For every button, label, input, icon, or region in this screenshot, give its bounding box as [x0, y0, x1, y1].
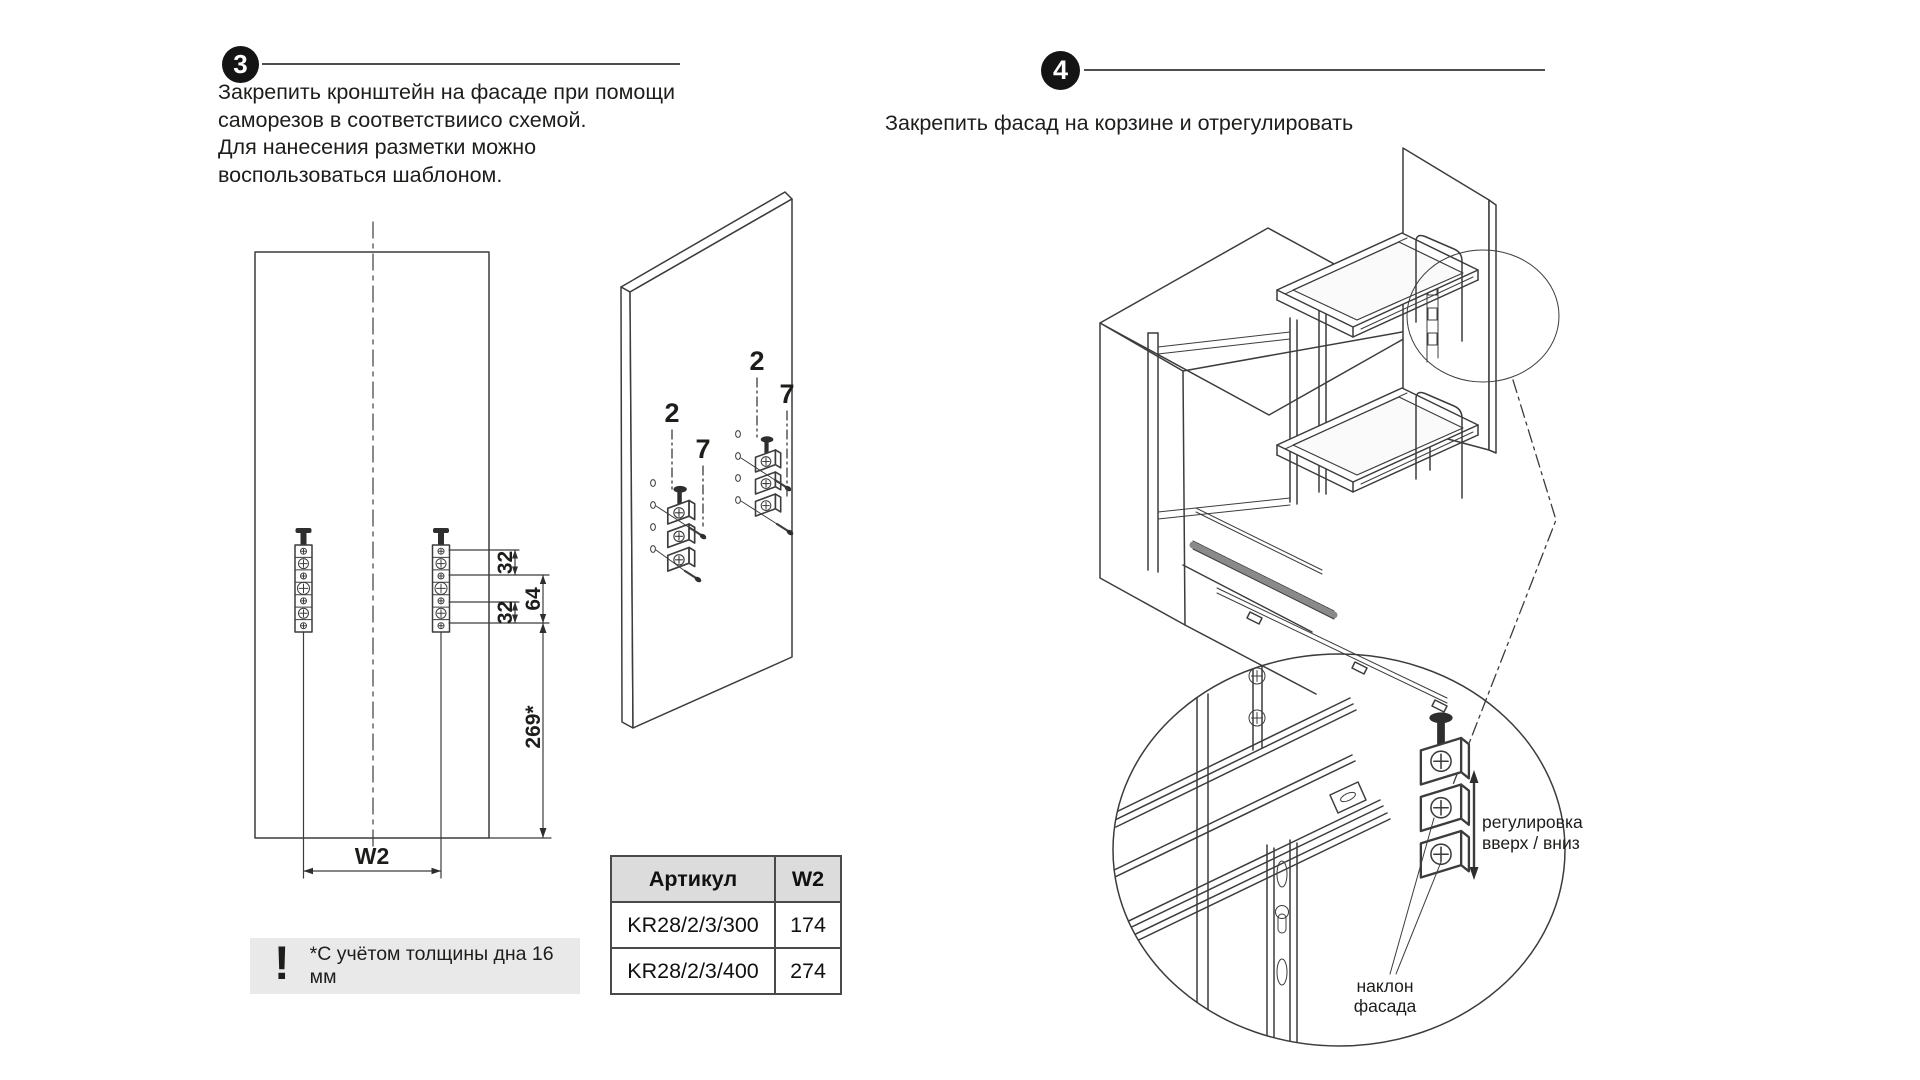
label-tilt-line2: фасада: [1353, 996, 1417, 1016]
exclamation-icon: !: [274, 936, 290, 989]
step4-rule: [1084, 69, 1545, 71]
step3-instruction-line: воспользоваться шаблоном.: [218, 162, 503, 187]
step4-badge: 4: [1041, 51, 1080, 90]
adjustment-bracket: [1421, 712, 1469, 877]
article-cell: KR28/2/3/400: [611, 948, 775, 994]
step3-instructions: [218, 79, 675, 189]
label-tilt-line1: наклон: [1356, 976, 1414, 996]
dim-269: 269*: [522, 705, 545, 749]
step3-instruction-line: Закрепить кронштейн на фасаде при помощи: [218, 80, 676, 104]
callout-2-left: 2: [664, 398, 680, 428]
w2-cell: 274: [775, 948, 841, 994]
dim-32-bottom: 32: [494, 600, 517, 625]
step3-drawing: [180, 185, 870, 900]
article-cell: KR28/2/3/300: [611, 902, 775, 948]
dim-w2: W2: [354, 843, 390, 869]
tilt-leader-line: [1396, 862, 1441, 974]
facade-front-view: [255, 222, 551, 878]
detail-circle-content: [1110, 650, 1390, 1050]
table-header-article: Артикул: [611, 856, 775, 902]
step3-rule: [262, 63, 680, 65]
step4-drawing: [880, 100, 1620, 1080]
label-adjustment-line2: вверх / вниз: [1482, 833, 1580, 853]
w2-cell: 174: [775, 902, 841, 948]
table-header-w2: W2: [775, 856, 841, 902]
table-row: [611, 902, 841, 948]
label-adjustment-line1: регулировка: [1482, 812, 1583, 832]
step3-badge: 3: [222, 46, 259, 83]
callout-2-right: 2: [749, 346, 765, 376]
note-text: *С учётом толщины дна 16 мм: [309, 943, 554, 988]
callout-7-left: 7: [695, 434, 711, 464]
dim-32-top: 32: [494, 550, 517, 575]
updown-arrow-icon: [1470, 770, 1479, 880]
step3-instruction-line: Для нанесения разметки можно: [218, 135, 537, 159]
note-box: [250, 938, 580, 994]
step4-title: Закрепить фасад на корзине и отрегулировать: [885, 111, 1354, 135]
table-row: [611, 948, 841, 994]
slide-rails: [1193, 508, 1447, 712]
facade-perspective-view: [621, 192, 795, 728]
dim-64: 64: [522, 587, 545, 611]
callout-7-right: 7: [779, 379, 795, 409]
step3-instruction-line: саморезов в соответствиисо схемой.: [218, 107, 587, 132]
